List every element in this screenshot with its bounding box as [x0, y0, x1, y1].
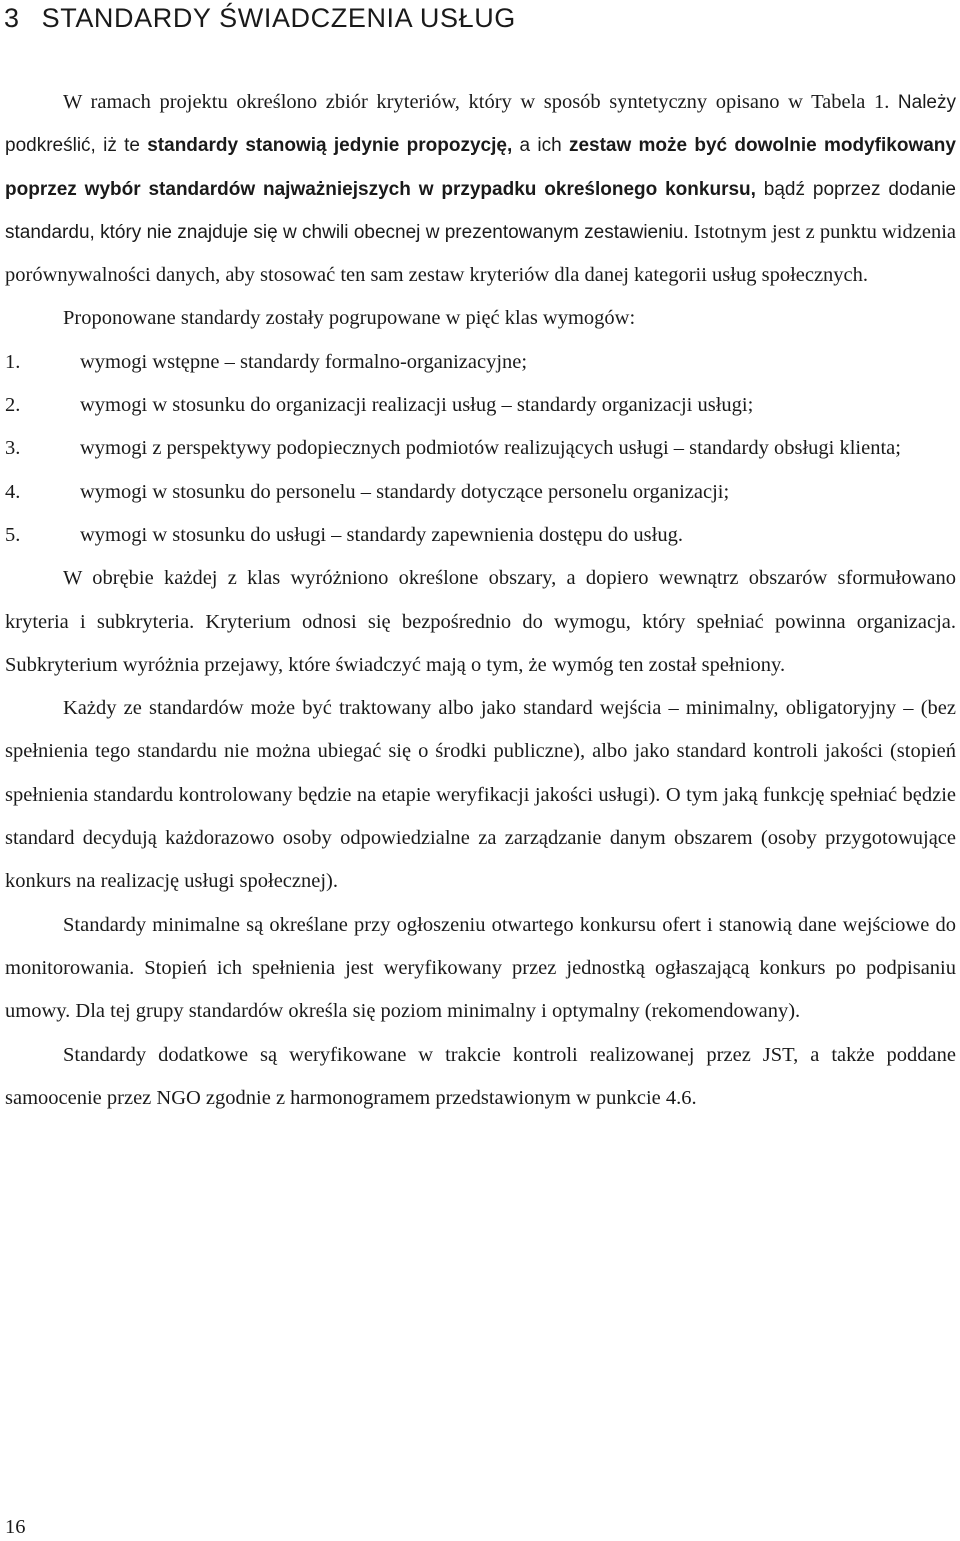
intro-paragraph	[5, 81, 956, 297]
requirements-list	[5, 341, 956, 557]
list-item	[5, 471, 956, 514]
document-body	[5, 81, 956, 1120]
list-item	[5, 341, 956, 384]
intro-sentence-1: W ramach projektu określono zbiór kryteriów, który w sposób syntetyczny opisano w Tabela 1.	[63, 91, 898, 113]
intro-bold-set: zestaw może być dowolnie modyfikowany poprzez wybór standardów najważniejszych w przypadku określonego konkursu,	[5, 135, 956, 200]
criteria-paragraph: W obrębie każdej z klas wyróżniono określone obszary, a dopiero wewnątrz obszarów sformułowano kryteria i subkryteria. Kryterium odnosi się bezpośrednio do wymogu, który spełniać powinna organizacja. Subkryterium wyróżnia przejawy, które świadczyć mają o tym, że wymóg ten został spełniony.	[5, 567, 956, 676]
page-number: 16	[5, 1516, 26, 1538]
list-item-number: 1.	[5, 350, 21, 373]
intro-bold-standards: standardy stanowią jedynie propozycję,	[147, 135, 513, 157]
section-title: STANDARDY ŚWIADCZENIA USŁUG	[41, 3, 516, 33]
intro-sentence-2-start: Należy podkreślić, iż te	[5, 92, 956, 157]
list-item	[5, 384, 956, 427]
intro-sentence-3: Istotnym jest z punktu widzenia porównywalności danych, aby stosować ten sam zestaw kryteriów dla danej kategorii usług społecznych.	[5, 220, 956, 287]
list-item-text: wymogi z perspektywy podopiecznych podmiotów realizujących usługi – standardy obsługi klienta;	[80, 437, 901, 460]
list-item-text: wymogi w stosunku do usługi – standardy zapewnienia dostępu do usług.	[80, 523, 683, 546]
list-item	[5, 427, 956, 470]
standard-types-paragraph: Każdy ze standardów może być traktowany albo jako standard wejścia – minimalny, obligatoryjny – (bez spełnienia tego standardu nie można ubiegać się o środki publiczne), albo jako standard kontroli jakości (stopień spełnienia standardu kontrolowany będzie na etapie weryfikacji jakości usługi). O tym jaką funkcję spełniać będzie standard decydują każdorazowo osoby odpowiedzialne za zarządzanie danym obszarem (osoby przygotowujące konkurs na realizację usługi społecznej).	[5, 697, 956, 893]
list-item-text: wymogi w stosunku do organizacji realizacji usług – standardy organizacji usługi;	[80, 394, 754, 417]
list-item-text: wymogi wstępne – standardy formalno-organizacyjne;	[80, 350, 528, 373]
list-item	[5, 514, 956, 557]
list-item-number: 4.	[5, 480, 21, 503]
classes-intro-paragraph: Proponowane standardy zostały pogrupowane w pięć klas wymogów:	[63, 307, 636, 330]
section-number: 3	[4, 3, 20, 33]
section-heading	[4, 0, 516, 36]
intro-connector: a ich	[512, 135, 569, 157]
list-item-number: 3.	[5, 437, 21, 460]
list-item-number: 2.	[5, 394, 21, 417]
list-item-text: wymogi w stosunku do personelu – standardy dotyczące personelu organizacji;	[80, 480, 730, 503]
minimal-standards-paragraph: Standardy minimalne są określane przy ogłoszeniu otwartego konkursu ofert i stanowią dane wejściowe do monitorowania. Stopień ich spełnienia jest weryfikowany przez jednostką ogłaszającą konkurs po podpisaniu umowy. Dla tej grupy standardów określa się poziom minimalny i optymalny (rekomendowany).	[5, 913, 956, 1023]
intro-sentence-2-end: bądź poprzez dodanie standardu, który nie znajduje się w chwili obecnej w prezentowanym zestawieniu.	[5, 178, 956, 243]
list-item-number: 5.	[5, 523, 21, 546]
additional-standards-paragraph: Standardy dodatkowe są weryfikowane w trakcie kontroli realizowanej przez JST, a także poddane samoocenie przez NGO zgodnie z harmonogramem przedstawionym w punkcie 4.6.	[5, 1043, 956, 1109]
